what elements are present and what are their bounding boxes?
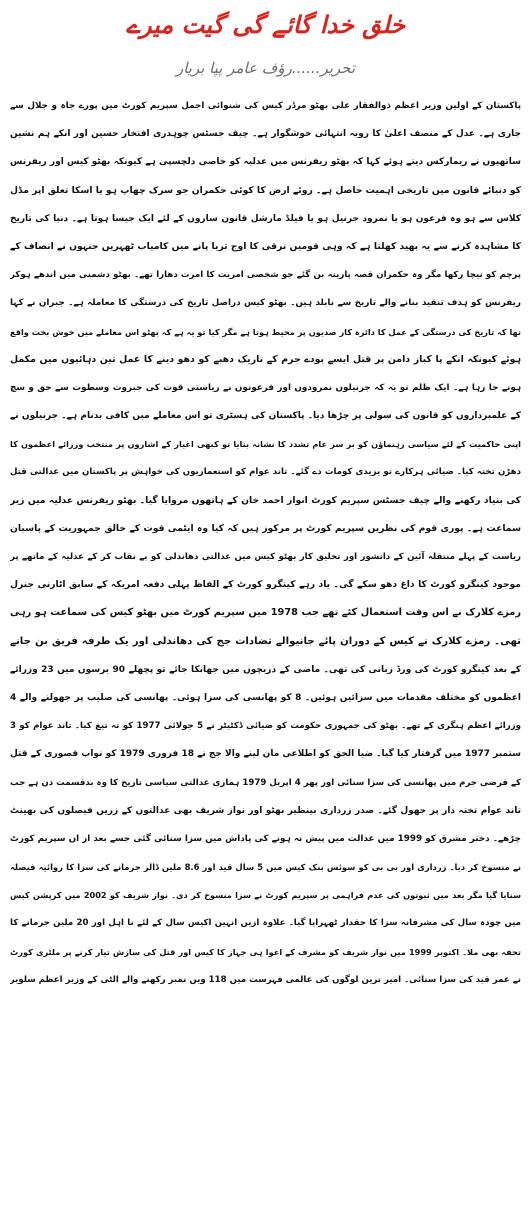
article-line: تھی۔ رمزے کلارک نے کیس کے دوران پائے جانیوالے تضادات جج کی دھاندلی اور یک طرفہ فریق بن جانے [10,635,521,647]
article-line: ساتھیوں نے ریمارکس دیتے ہوئے کہا کہ بھٹو ریفرنس میں عدلیہ کو خاصی دلچسپی ہے کیونکہ بھٹو کیس اور ریفرنس [10,157,521,168]
article-line: کے بعد کینگرو کورٹ کی ورڈ زبانی کی تھی۔ ماضی کے دریچوں میں جھانکا جائے تو پچھلے 90 برسوں میں 23 وزرائے [10,664,521,675]
article-line: ریاست کے پہلے منتقلہ آئین کے دانشور اور تخلیق کار بھٹو کیس میں عدالتی دھاندلی کو بے نقاب کر کے عدلیہ کے ماتھے پر [10,552,521,562]
article-line: میں چودہ سال کی مشرفانہ سزا کا حقدار ٹھہرایا گیا۔ علاوہ ازیں انہیں اکیس سال کے لئے نا اہل اور 20 ملین جرمانے کا [10,918,521,929]
article-line: کو دنیائے قانون میں تاریخی اہمیت حاصل ہے۔ روئے ارض کا کوئی حکمران جو سرک چھاپ ہو یا اسکا تعلق اپر مڈل [10,184,521,196]
article-line: اپنی حاکمیت کے لئے سیاسی رہنماؤں کو بر سر عام تشدد کا نشانہ بنایا تو کبھی اغیار کے اشاروں پر منتخب وزرائے اعظموں کا [10,439,521,450]
article-line: پاکستان کے اولین وزیر اعظم ذوالفقار علی بھٹو مرڈر کیس کی شنوائی اجمل سپریم کورٹ میں پورے جاہ و جلال سے [10,101,521,111]
article-byline: تحریر......رؤف عامر پپا بریار [175,59,356,77]
article-title: خلق خدا گائے گی گیت میرے [125,11,406,39]
article-line: سماعت ہے۔ پوری قوم کی نظریں سپریم کورٹ پر مرکوز ہیں کہ کیا وہ ایٹمی قوت کے خالق جمہوریت کے پاسبان [10,522,521,534]
article-line: رمزے کلارک نے اس وقت استعمال کئے تھے جب 1978 میں سپریم کورٹ میں بھٹو کیس کی سماعت ہو رہی [10,607,521,619]
article-line: ریفرنس کو ہدف تنقید بنانے والے تاریخ سے نابلد ہیں۔ بھٹو کیس دراصل تاریخ کی درستگی کا معاملہ ہے۔ جبران نے کہا [10,298,521,309]
article-line: تھا کہ تاریخ کی درستگی کے عمل کا دائرہ کار صدیوں پر محیط ہوتا ہے مگر کیا تو یہ ہے کہ بھٹو اس معاملے میں خوش بخت واقع [10,326,521,337]
article-line: ستمبر 1977 میں گرفتار کیا گیا۔ ضیا الحق کو اطلاعی مان لینے والا جج نے 18 فروری 1979 کو نواب قصوری کے قتل [10,749,521,760]
article-body [10,92,521,994]
article-line: نے منسوخ کر دیا۔ زرداری اور بی بی کو سوئس بنک کیس میں 5 سال قید اور 8.6 ملین ڈالر جرمانے کی سزا کا روائیہ فیصلہ [10,862,521,873]
article-line: دھڑن تختہ کیا۔ ضیائی ہرکارے تو یزیدی کومات دے گئے۔ تاند عوام کو استعماریوں کی خواہش پر پاکستان میں عدالتی قتل [10,467,521,478]
article-line: ہونے جا رہا ہے۔ ایک ظلم تو یہ کہ جرنیلوں نمرودوں اور فرعونوں نے ریاستی قوت کی جبروت وسطوت سے حق و سچ [10,382,521,393]
article-line: سنایا گیا مگر بعد میں ثبوتوں کی عدم فراہمی پر سپریم کورٹ نے سزا منسوخ کر دی۔ نواز شریف کو 2002 میں کرپشن کیس [10,890,521,901]
article-line: کے فرضی جرم میں پھانسی کی سزا سنائی اور پھر 4 اپریل 1979 ہماری عدالتی سیاسی تاریخ کا وہ بدقسمت دن ہے جب [10,777,521,788]
article-line: اعظموں کو مختلف مقدمات میں سزائیں ہوئیں۔ 8 کو پھانسی کی سزا ہوئی۔ پھانسی کی صلیب پر جھولنے والے 4 [10,692,521,703]
article-line: چڑھے۔ دختر مشرق کو 1999 میں عدالت میں پیش نہ ہونے کی پاداش میں سزا سنائی گئی جسے بعد از اں سپریم کورٹ [10,833,521,844]
article-line: ہوئے کیونکہ انکے پا کباز دامن پر قتل ایسے بودے جرم کے تاریک دھبے کو دھو دینے کا عمل تین دہائیوں میں مکمل [10,353,521,365]
article-line: کے علمبرداروں کو قانون کی سولی پر چڑھا دیا۔ پاکستان کی ہسٹری تو اس معاملے میں کافی بدنام ہے۔ جرنیلوں نے [10,411,521,422]
article-line: کلاس سے ہو وہ فرعون ہو یا نمرود جرنیل ہو یا فیلڈ مارشل قانون ساروں کے لئے ایک جیسا ہوتا ہے۔ دنیا کی تاریخ [10,213,521,224]
article-line: نے عمر قید کی سزا سنائی۔ امیر ترین لوگوں کی عالمی فہرست میں 118 ویں نمبر رکھنے والے الٹی کے وزیر اعظم سلویر [10,974,521,985]
article-line: کی بنیاد رکھنے والے چیف جسٹس سپریم کورٹ انوار احمد خان کے ہاتھوں مروایا گیا۔ بھٹو ریفرنس عدلیہ میں زیر [10,494,521,506]
article-line: جاری ہے۔ عدل کے منصف اعلیٰ کا رویہ انتہائی خوشگوار ہے۔ چیف جسٹس چوہدری افتخار حسین اور انکے ہم نشین [10,129,521,140]
article-line: موجود کینگرو کورٹ کا داغ دھو سکے گی۔ یاد رہے کینگرو کورٹ کے الفاظ پہلی دفعہ امریکہ کے سابق اٹارنی جنرل [10,579,521,591]
article-line: تحفہ بھی ملا۔ اکتوبر 1999 میں نواز شریف کو مشرف کے اغوا ہی جہاز کا کیس اور قتل کی سازش تیار کرنے پر ملٹری کورٹ [10,946,521,957]
article-line: تاند عوام تختہ دار پر جھول گئے۔ صدر زرداری بینظیر بھٹو اور نواز شریف بھی عدالتوں کے زریں فیصلوں کی بھینٹ [10,805,521,816]
article-line: وزرائے اعظم ہنگری کے تھے۔ بھٹو کی جمہوری حکومت کو ضیائی ڈکٹیٹر نے 5 جولائی 1977 کو تہ تیغ کیا۔ تاند عوام کو 3 [10,721,521,732]
article-line: پرچم کو نیچا رکھا مگر وہ حکمران قصہ پارینہ بن گئے جو شخصی امریت کا امرت دھارا تھے۔ بھٹو دشمنی میں اندھے ہوکر [10,270,521,281]
article-line: کا مشاہدہ کرنے سے یہ بھید کھلتا ہے کہ وہی قومیں ترقی کا اوج ثریا پانے میں کامیاب ٹھہریں جنہوں نے انصاف کے [10,240,521,252]
